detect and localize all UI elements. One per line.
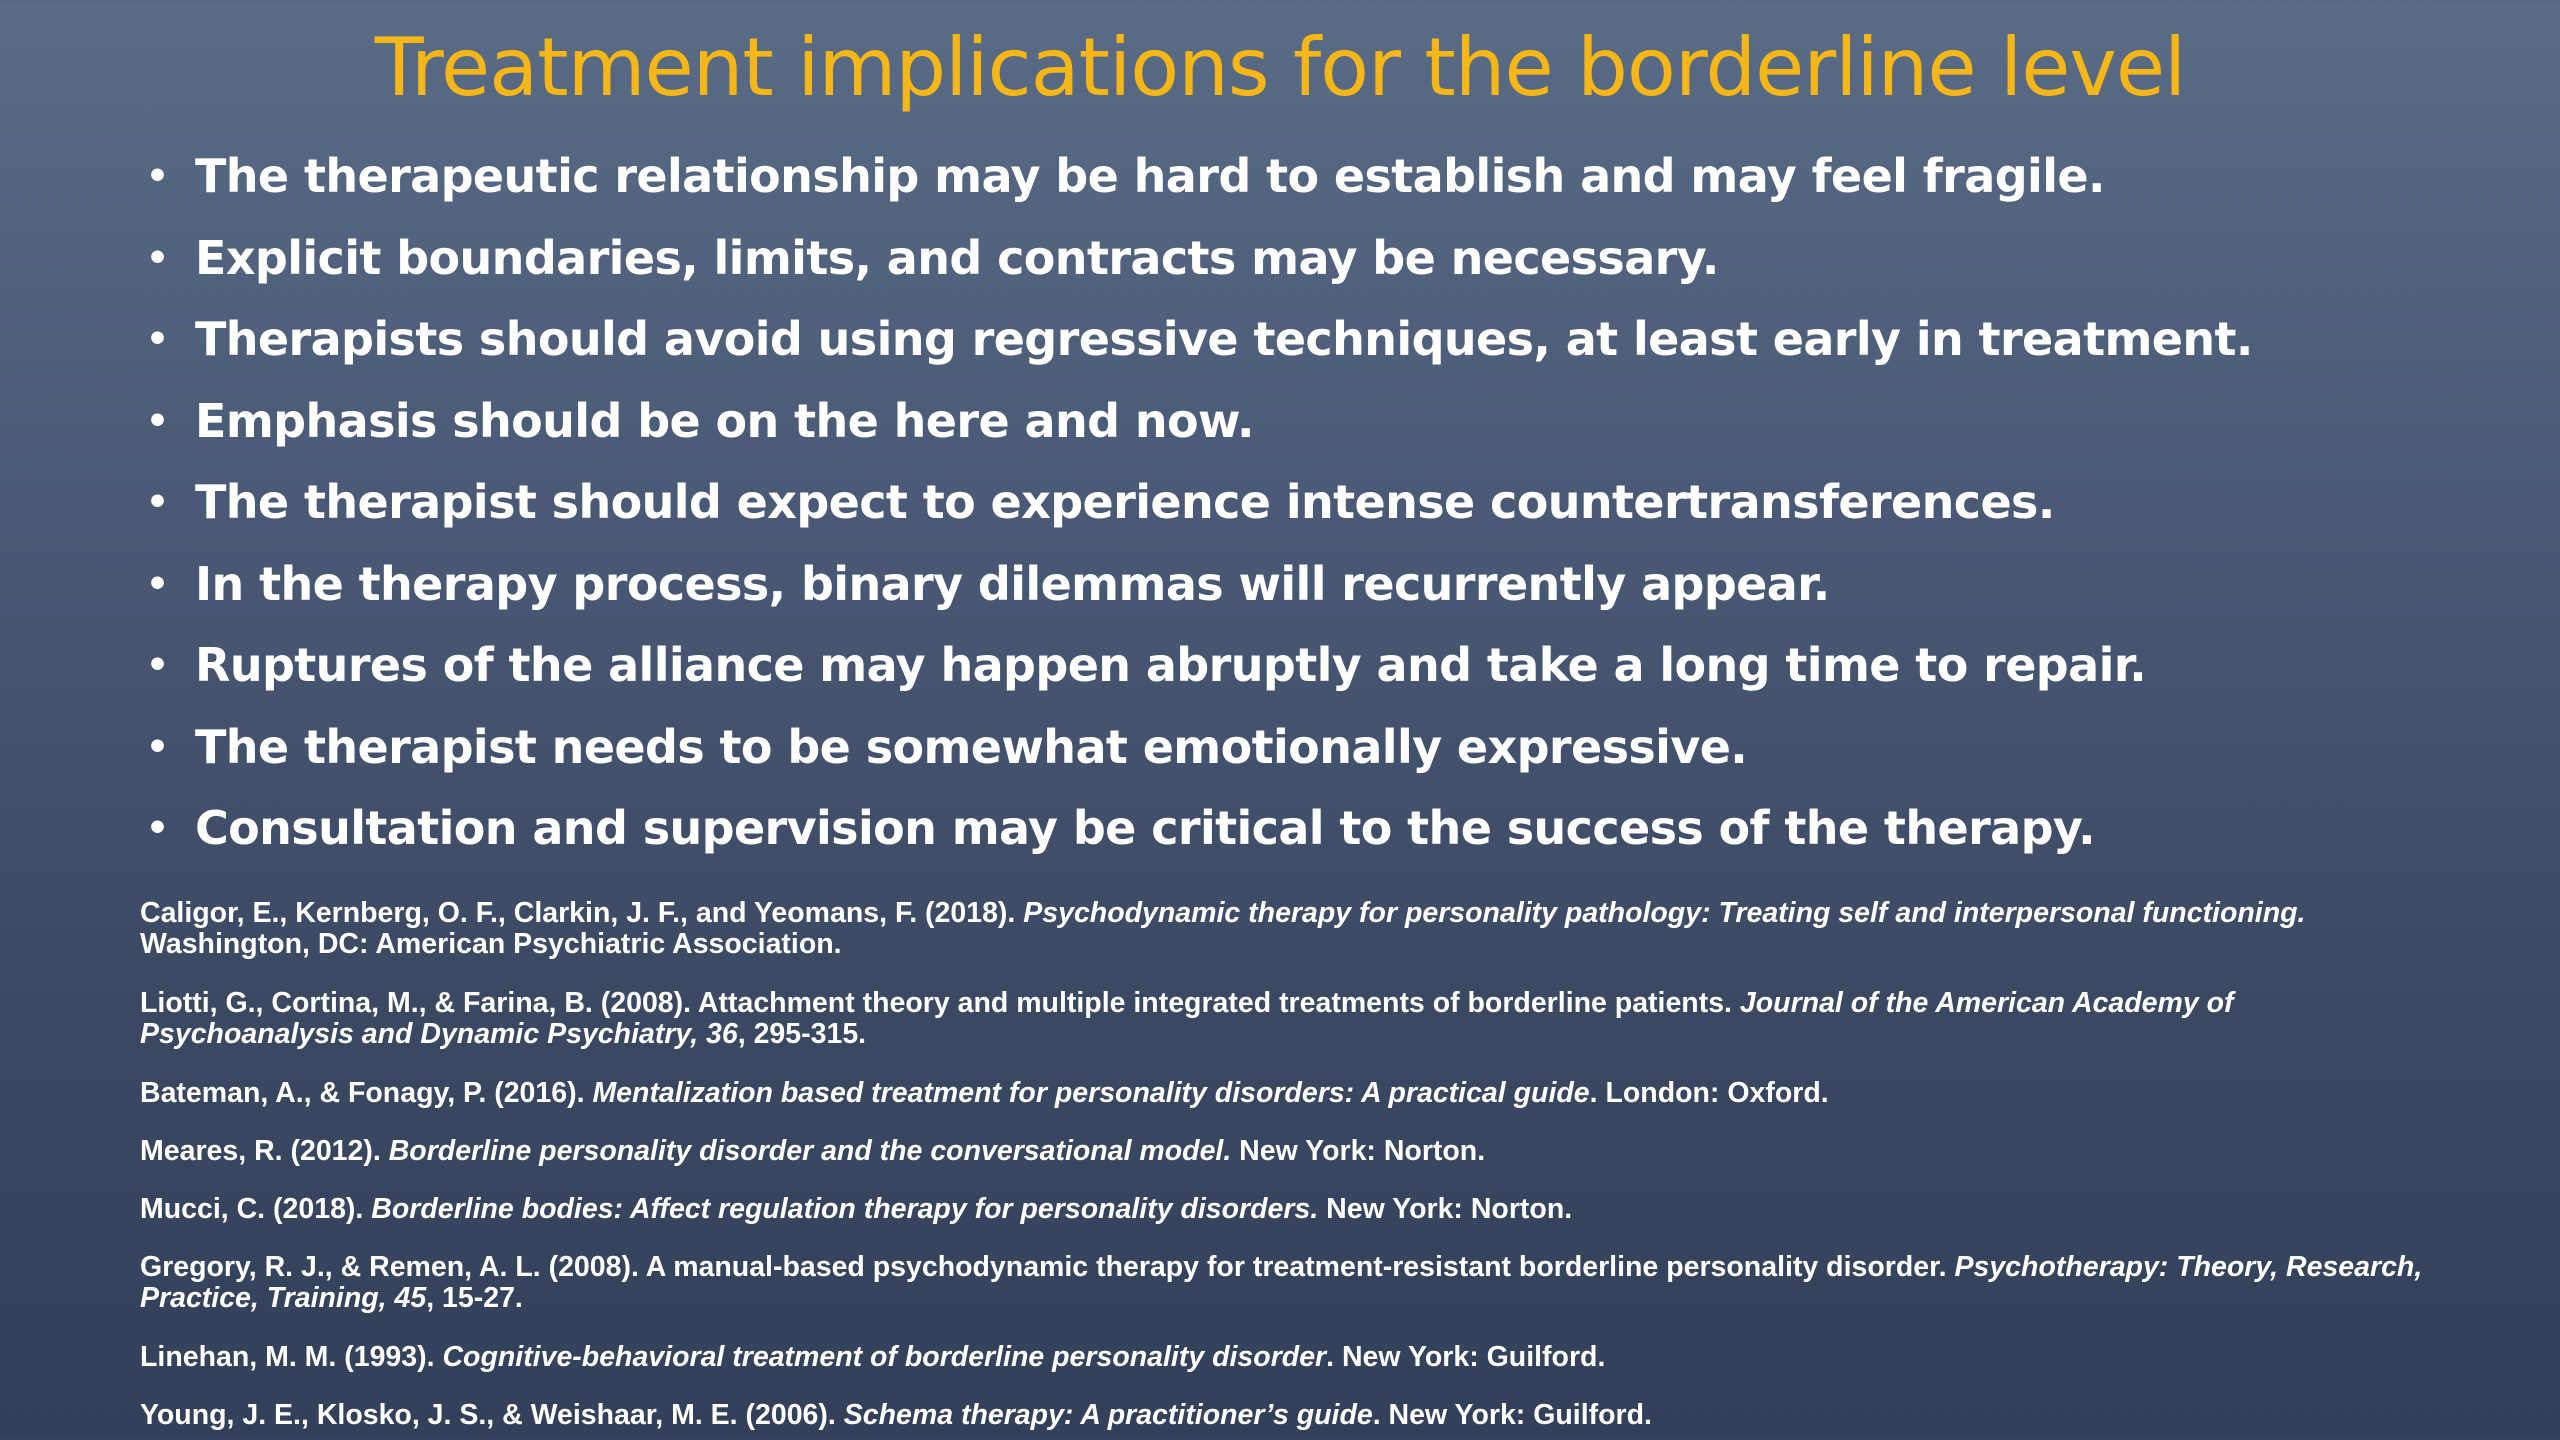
reference-authors: Bateman, A., & Fonagy, P. (2016).	[140, 1077, 593, 1109]
reference-authors: Linehan, M. M. (1993).	[140, 1341, 443, 1373]
reference-item	[140, 988, 2440, 1050]
reference-source: Washington, DC: American Psychiatric Association.	[140, 928, 842, 960]
reference-item	[140, 1252, 2440, 1314]
bullet-glyph: •	[146, 482, 169, 523]
reference-title: Mentalization based treatment for personality disorders: A practical guide	[592, 1077, 1590, 1109]
reference-item	[140, 1400, 2440, 1431]
bullet-item	[140, 625, 2440, 707]
bullet-item	[140, 299, 2440, 381]
bullet-text: Ruptures of the alliance may happen abruptly and take a long time to repair.	[195, 638, 2147, 692]
reference-source: New York: Norton.	[1231, 1135, 1486, 1167]
bullet-glyph: •	[146, 319, 169, 360]
bullet-item	[140, 218, 2440, 300]
reference-title: Borderline bodies: Affect regulation therapy for personality disorders.	[371, 1193, 1319, 1225]
reference-authors: Young, J. E., Klosko, J. S., & Weishaar, M. E. (2006).	[140, 1399, 844, 1431]
bullet-glyph: •	[146, 808, 169, 849]
bullet-item	[140, 788, 2440, 870]
bullet-glyph: •	[146, 237, 169, 279]
reference-title: Cognitive-behavioral treatment of borderline personality disorder	[442, 1341, 1327, 1373]
bullet-text: Consultation and supervision may be critical to the success of the therapy.	[195, 801, 2095, 855]
bullet-text: The therapeutic relationship may be hard to establish and may feel fragile.	[195, 149, 2105, 203]
bullet-item	[140, 544, 2440, 626]
reference-item	[140, 1136, 2440, 1167]
reference-title: Schema therapy: A practitioner’s guide	[843, 1399, 1373, 1431]
reference-source: . New York: Guilford.	[1326, 1341, 1606, 1373]
bullet-item	[140, 381, 2440, 463]
bullet-list	[140, 136, 2440, 870]
reference-authors: Caligor, E., Kernberg, O. F., Clarkin, J. F., and Yeomans, F. (2018).	[140, 897, 1024, 929]
bullet-text: The therapist should expect to experience intense countertransferences.	[195, 475, 2055, 529]
bullet-item	[140, 136, 2440, 218]
reference-source: . New York: Guilford.	[1372, 1399, 1652, 1431]
bullet-text: In the therapy process, binary dilemmas will recurrently appear.	[195, 556, 1830, 611]
bullet-text: The therapist needs to be somewhat emotionally expressive.	[195, 719, 1748, 774]
reference-authors: Meares, R. (2012).	[140, 1135, 389, 1167]
bullet-text: Explicit boundaries, limits, and contracts may be necessary.	[195, 230, 1719, 285]
reference-title: Psychodynamic therapy for personality pathology: Treating self and interpersonal functioning.	[1023, 897, 2306, 929]
reference-authors: Gregory, R. J., & Remen, A. L. (2008). A manual-based psychodynamic therapy for treatment-resistant borderline personality disorder.	[140, 1251, 1955, 1283]
reference-item	[140, 1194, 2440, 1225]
bullet-text: Emphasis should be on the here and now.	[195, 393, 1254, 448]
reference-source: , 295-315.	[737, 1018, 867, 1050]
reference-item	[140, 898, 2440, 960]
bullet-glyph: •	[146, 156, 169, 197]
bullet-item	[140, 707, 2440, 789]
reference-list	[140, 898, 2440, 1440]
reference-source: New York: Norton.	[1318, 1193, 1573, 1225]
bullet-glyph: •	[146, 563, 169, 605]
bullet-glyph: •	[146, 726, 169, 768]
reference-title: Journal of the American Academy of Psychoanalysis and Dynamic Psychiatry, 36	[140, 987, 2234, 1050]
reference-authors: Mucci, C. (2018).	[140, 1193, 372, 1225]
bullet-glyph: •	[146, 645, 169, 686]
reference-title: Borderline personality disorder and the conversational model.	[388, 1135, 1232, 1167]
bullet-glyph: •	[146, 400, 169, 442]
reference-item	[140, 1078, 2440, 1109]
reference-title: Psychotherapy: Theory, Research, Practice, Training, 45	[140, 1251, 2423, 1314]
slide-title: Treatment implications for the borderline level	[374, 21, 2186, 114]
bullet-text: Therapists should avoid using regressive techniques, at least early in treatment.	[195, 312, 2253, 366]
reference-source: . London: Oxford.	[1589, 1077, 1829, 1109]
reference-source: , 15-27.	[426, 1282, 523, 1314]
reference-item	[140, 1342, 2440, 1373]
reference-authors: Liotti, G., Cortina, M., & Farina, B. (2008). Attachment theory and multiple integrated treatments of borderline patients.	[140, 987, 1740, 1019]
bullet-item	[140, 462, 2440, 544]
